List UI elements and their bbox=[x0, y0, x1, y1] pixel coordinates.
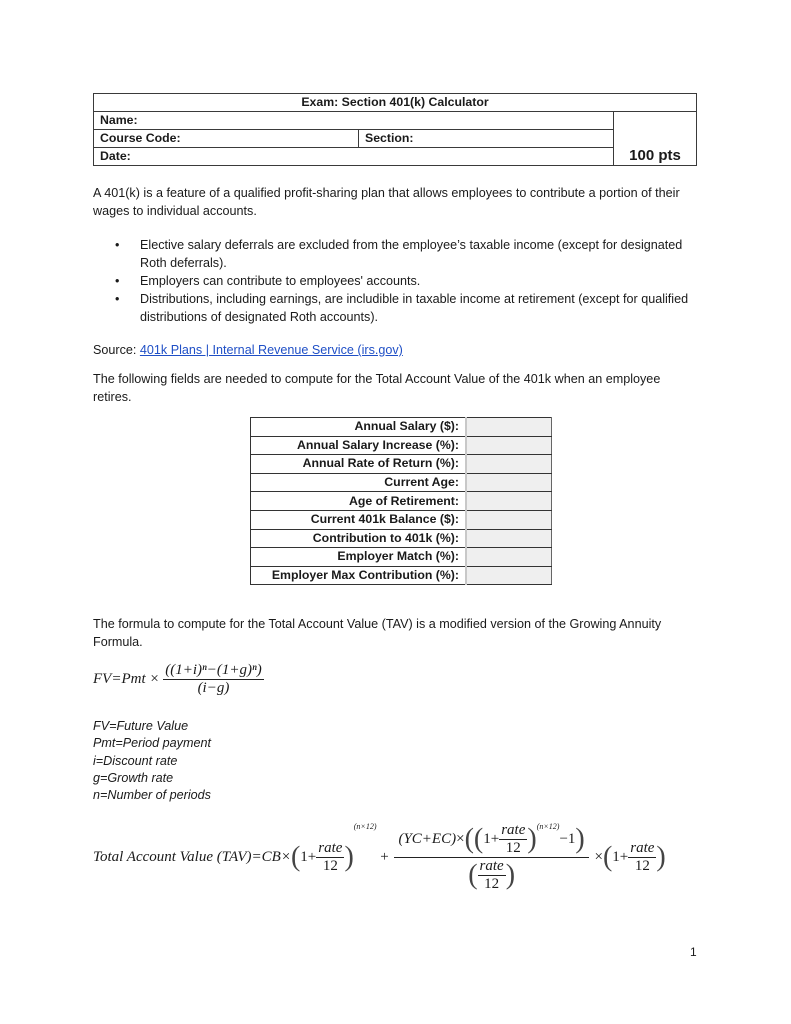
table-row bbox=[251, 548, 552, 567]
table-row bbox=[251, 566, 552, 585]
field-label: Annual Rate of Return (%): bbox=[251, 455, 467, 474]
irs-link[interactable]: 401k Plans | Internal Revenue Service (irs.gov) bbox=[139, 343, 403, 357]
table-row bbox=[251, 436, 552, 455]
field-label: Annual Salary ($): bbox=[251, 418, 467, 437]
field-label: Employer Match (%): bbox=[251, 548, 467, 567]
bullet-icon: • bbox=[115, 238, 120, 252]
points-badge: 100 pts bbox=[614, 112, 697, 166]
field-label: Age of Retirement: bbox=[251, 492, 467, 511]
exam-title: Exam: Section 401(k) Calculator bbox=[94, 94, 697, 112]
list-item: • Elective salary deferrals are excluded from the employee’s taxable income (except for designated Roth deferrals). bbox=[115, 238, 683, 270]
definition-item: FV=Future Value bbox=[93, 719, 189, 733]
rate-of-return-input[interactable] bbox=[466, 455, 552, 474]
contribution-input[interactable] bbox=[466, 529, 552, 548]
input-fields-table bbox=[250, 417, 552, 585]
annual-salary-input[interactable] bbox=[466, 418, 552, 437]
field-label: Annual Salary Increase (%): bbox=[251, 436, 467, 455]
bullet-icon: • bbox=[115, 292, 120, 306]
date-field[interactable]: Date: bbox=[94, 148, 614, 166]
name-field[interactable]: Name: bbox=[94, 112, 614, 130]
table-row bbox=[251, 473, 552, 492]
bullet-icon: • bbox=[115, 274, 120, 288]
tav-formula: Total Account Value (TAV)=CB×(1+ $\frac{\text{rate}}{12}$ )$^{(n\times 12)}$ + (YC+EC)×((1+ $\frac{\text{rate}}{12}$ )$^{(n\times 12)}$−1) ( $\frac{\text{rate}}{12}$ ) ×(1+ $\frac{\text{rate}}{12}$ ) bbox=[93, 822, 666, 892]
source-line bbox=[93, 341, 698, 359]
table-row bbox=[251, 492, 552, 511]
table-row bbox=[251, 455, 552, 474]
table-row bbox=[251, 418, 552, 437]
definition-item: g=Growth rate bbox=[93, 770, 174, 785]
bullet-list bbox=[93, 236, 698, 326]
formula-intro-paragraph: The formula to compute for the Total Account Value (TAV) is a modified version of the Growing Annuity Formula. bbox=[93, 617, 662, 649]
list-item: • Distributions, including earnings, are includible in taxable income at retirement (except for qualified distributions of designated Roth accounts). bbox=[115, 292, 689, 324]
retirement-age-input[interactable] bbox=[466, 492, 552, 511]
definition-item: n=Number of periods bbox=[93, 788, 211, 803]
table-row bbox=[251, 529, 552, 548]
variable-definitions bbox=[93, 718, 211, 804]
employer-match-input[interactable] bbox=[466, 548, 552, 567]
definition-item: i=Discount rate bbox=[93, 753, 178, 768]
source-label: Source: bbox=[93, 343, 140, 357]
current-balance-input[interactable] bbox=[466, 510, 552, 529]
exam-header-table bbox=[93, 93, 697, 166]
section-field[interactable]: Section: bbox=[359, 130, 614, 148]
table-row bbox=[251, 510, 552, 529]
fv-formula: FV=Pmt × $\frac{\text{((1+i)ⁿ−(1+g)ⁿ)}}{(i-g)}$ bbox=[93, 662, 262, 696]
course-code-field[interactable]: Course Code: bbox=[94, 130, 359, 148]
definition-item: Pmt=Period payment bbox=[93, 736, 211, 751]
intro-paragraph: A 401(k) is a feature of a qualified profit-sharing plan that allows employees to contribute a portion of their wages to individual accounts. bbox=[93, 186, 680, 218]
employer-max-input[interactable] bbox=[466, 566, 552, 585]
salary-increase-input[interactable] bbox=[466, 436, 552, 455]
current-age-input[interactable] bbox=[466, 473, 552, 492]
field-label: Current 401k Balance ($): bbox=[251, 510, 467, 529]
fields-intro-paragraph: The following fields are needed to compute for the Total Account Value of the 401k when an employee retires. bbox=[93, 372, 661, 404]
field-label: Employer Max Contribution (%): bbox=[251, 566, 467, 585]
list-item: • Employers can contribute to employees' accounts. bbox=[115, 274, 421, 288]
page-number: 1 bbox=[690, 945, 697, 959]
field-label: Current Age: bbox=[251, 473, 467, 492]
field-label: Contribution to 401k (%): bbox=[251, 529, 467, 548]
